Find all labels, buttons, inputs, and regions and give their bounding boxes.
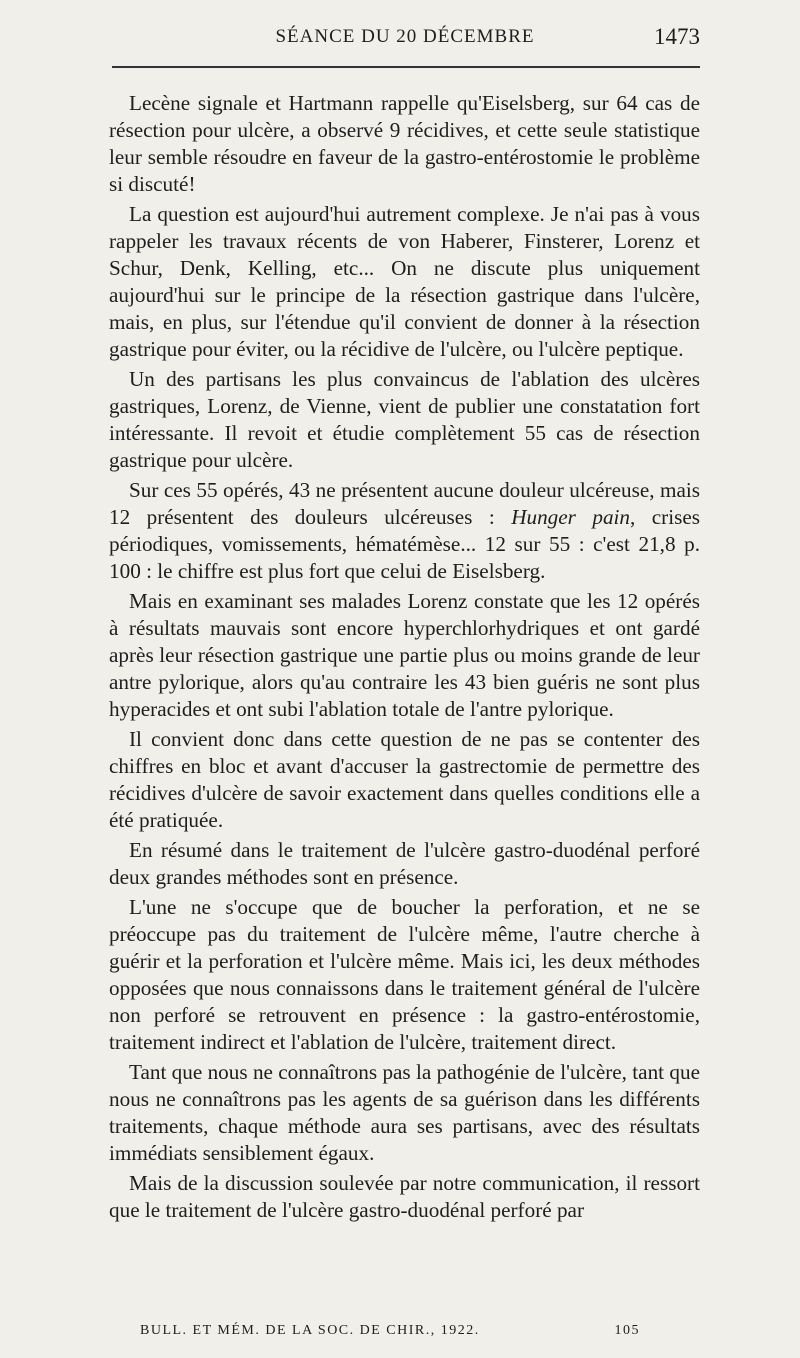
paragraph: L'une ne s'occupe que de boucher la perforation, et ne se préoccupe pas du traitement de l'ulcère même, l'autre cherche à guérir et la perforation et l'ulcère même. Mais ici, les deux méthodes opposées que nous connaissons dans le traitement général de l'ulcère non perforé se retrouvent en présence : la gastro-entérostomie, traitement indirect et l'ablation de l'ulcère, traitement direct. <box>109 895 700 1054</box>
paragraph: Mais en examinant ses malades Lorenz constate que les 12 opérés à résultats mauvais sont encore hyperchlorhydriques et ont gardé après leur résection gastrique une partie plus ou moins grande de leur antre pylorique, alors qu'au contraire les 43 bien guéris ne sont plus hyperacides et ont subi l'ablation totale de l'antre pylorique. <box>109 589 700 721</box>
footer-signature: 105 <box>614 1323 640 1338</box>
page-number: 1473 <box>654 24 700 49</box>
paragraph: Mais de la discussion soulevée par notre communication, il ressort que le traitement de l'ulcère gastro-duodénal perforé par <box>109 1171 700 1222</box>
paragraph-text: , crises périodiques, vomissements, hématémèse... 12 sur 55 : c'est 21,8 p. 100 : le chiffre est plus fort que celui de Eiselsberg. <box>109 505 701 583</box>
italic-term: Hunger pain <box>511 505 631 529</box>
header-rule <box>112 66 700 68</box>
running-header <box>110 24 700 54</box>
paragraph-text: Sur ces 55 opérés, 43 ne présentent aucune douleur ulcéreuse, mais 12 présentent des douleurs ulcéreuses : <box>109 478 700 529</box>
paragraph: Un des partisans les plus convaincus de l'ablation des ulcères gastriques, Lorenz, de Vienne, vient de publier une constatation fort intéressante. Il revoit et étudie complètement 55 cas de résection gastrique pour ulcère. <box>109 367 700 472</box>
footer-reference: BULL. ET MÉM. DE LA SOC. DE CHIR., 1922. <box>140 1323 480 1338</box>
paragraph: Tant que nous ne connaîtrons pas la pathogénie de l'ulcère, tant que nous ne connaîtrons pas les agents de sa guérison dans les différents traitements, chaque méthode aura ses partisans, avec des résultats immédiats sensiblement égaux. <box>109 1060 700 1165</box>
paragraph <box>109 477 700 585</box>
header-title: SÉANCE DU 20 DÉCEMBRE <box>275 26 535 47</box>
paragraph: En résumé dans le traitement de l'ulcère gastro-duodénal perforé deux grandes méthodes sont en présence. <box>109 838 700 889</box>
paragraph: Il convient donc dans cette question de ne pas se contenter des chiffres en bloc et avant d'accuser la gastrectomie de permettre des récidives d'ulcère de savoir exactement dans quelles conditions elle a été pratiquée. <box>109 727 700 832</box>
body-text <box>109 90 700 1227</box>
paragraph: Lecène signale et Hartmann rappelle qu'Eiselsberg, sur 64 cas de résection pour ulcère, a observé 9 récidives, et cette seule statistique leur semble résoudre en faveur de la gastro-entérostomie le problème si discuté! <box>109 91 700 196</box>
paragraph: La question est aujourd'hui autrement complexe. Je n'ai pas à vous rappeler les travaux récents de von Haberer, Finsterer, Lorenz et Schur, Denk, Kelling, etc... On ne discute plus uniquement aujourd'hui sur le principe de la résection gastrique dans l'ulcère, mais, en plus, sur l'étendue qu'il convient de donner à la résection gastrique pour éviter, ou la récidive de l'ulcère, ou l'ulcère peptique. <box>109 202 700 361</box>
